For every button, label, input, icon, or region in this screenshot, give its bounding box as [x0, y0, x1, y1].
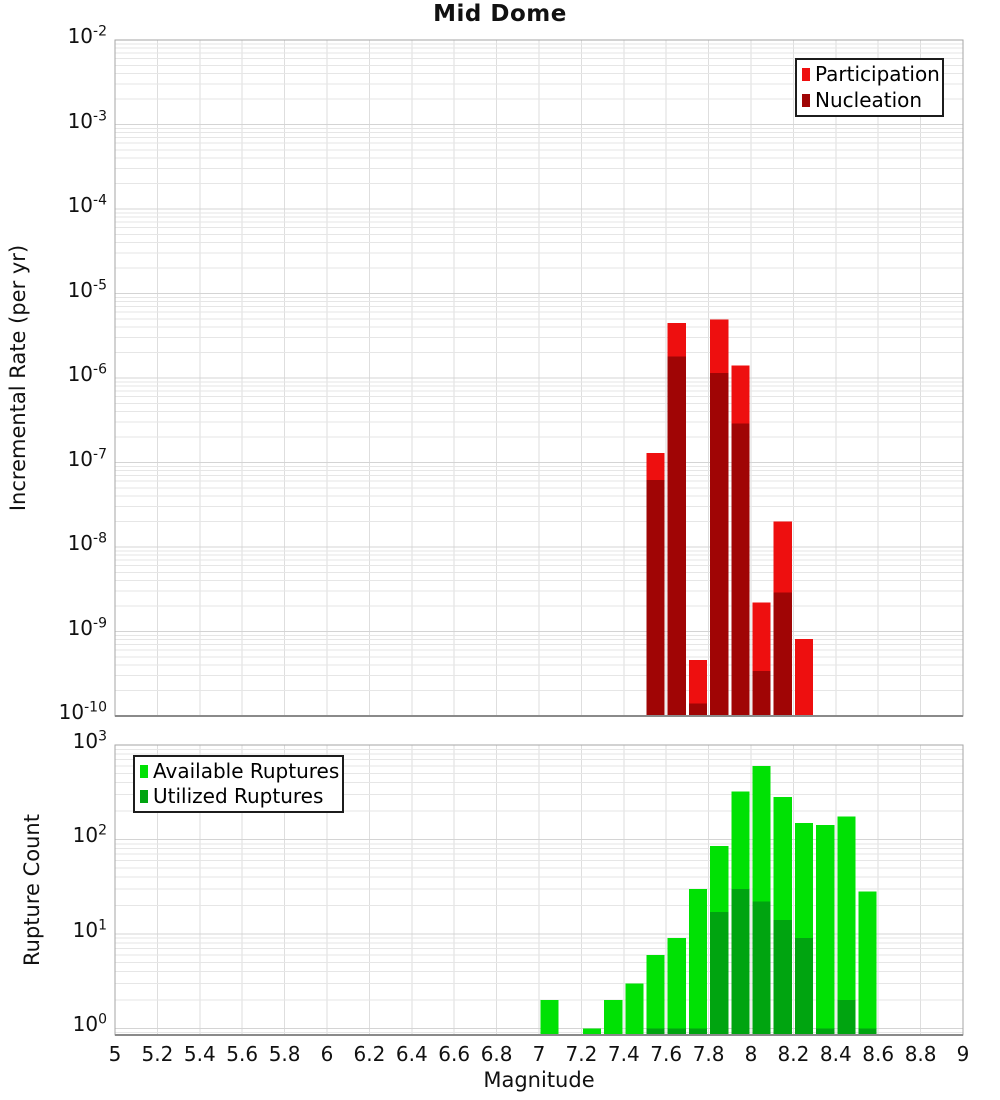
available-bar: [689, 889, 707, 1035]
x-tick-label: 6.4: [395, 1042, 428, 1066]
legend-entry-utilized: [140, 784, 336, 809]
nucleation-bar: [647, 480, 665, 716]
available-bar: [625, 983, 643, 1035]
available-ruptures-legend-label: Available Ruptures: [153, 759, 340, 783]
x-tick-label: 6.8: [480, 1042, 513, 1066]
x-tick-label: 7.4: [607, 1042, 640, 1066]
x-tick-label: 9: [956, 1042, 970, 1066]
nucleation-bar: [753, 671, 771, 716]
nucleation-bar: [668, 356, 686, 716]
x-tick-label: 5.4: [183, 1042, 216, 1066]
y-tick-label: $10^{-4}$: [67, 192, 107, 217]
available-bar: [604, 1000, 622, 1035]
utilized-bar: [795, 938, 813, 1035]
nucleation-legend-label: Nucleation: [815, 87, 923, 112]
x-tick-label: 5.2: [141, 1042, 174, 1066]
legend-entry-available: [140, 759, 340, 784]
x-tick-label: 5: [108, 1042, 122, 1066]
available-bar: [668, 938, 686, 1035]
magnitude-axis-label: Magnitude: [483, 1068, 595, 1092]
y-tick-label: $10^{-7}$: [67, 445, 107, 471]
utilized-bar: [710, 912, 728, 1035]
x-tick-label: 7.6: [650, 1042, 683, 1066]
available-bar: [647, 955, 665, 1035]
available-bar: [541, 1000, 559, 1035]
utilized-bar: [837, 1000, 855, 1035]
utilized-bar: [774, 920, 792, 1035]
nucleation-swatch-icon: [802, 94, 810, 107]
y-tick-label: $10^0$: [72, 1011, 107, 1037]
y-tick-label: $10^{-3}$: [67, 107, 107, 133]
participation-bar: [795, 639, 813, 716]
x-tick-label: 8.4: [819, 1042, 852, 1066]
nucleation-bar: [731, 423, 749, 716]
utilized-bar: [816, 1028, 834, 1035]
x-tick-label: 7.8: [692, 1042, 725, 1066]
utilized-ruptures-legend-label: Utilized Ruptures: [153, 784, 324, 808]
utilized-bar: [668, 1028, 686, 1035]
y-tick-label: $10^{-10}$: [58, 699, 107, 724]
x-tick-label: 7.2: [565, 1042, 598, 1066]
y-tick-label: $10^{-6}$: [67, 361, 107, 386]
utilized-bar: [647, 1028, 665, 1035]
x-tick-label: 7: [532, 1042, 546, 1066]
x-tick-label: 8.2: [777, 1042, 810, 1066]
y-tick-label: $10^{-5}$: [67, 276, 107, 302]
available-bar: [583, 1028, 601, 1035]
x-tick-label: 6.2: [353, 1042, 386, 1066]
utilized-bar: [689, 1028, 707, 1035]
utilized-bar: [753, 902, 771, 1036]
available-bar: [816, 825, 834, 1035]
x-tick-label: 6: [320, 1042, 334, 1066]
x-tick-label: 8: [744, 1042, 758, 1066]
rate-axis-label: Incremental Rate (per yr): [6, 244, 30, 512]
nucleation-bar: [710, 373, 728, 716]
y-tick-label: $10^3$: [72, 728, 107, 753]
count-axis-label: Rupture Count: [20, 814, 44, 966]
available-ruptures-swatch-icon: [140, 765, 148, 778]
nucleation-bar: [774, 592, 792, 716]
rate-legend: [795, 58, 944, 117]
utilized-bar: [859, 1028, 877, 1035]
chart-title: Mid Dome: [433, 1, 567, 27]
x-tick-label: 8.8: [904, 1042, 937, 1066]
count-legend: [133, 755, 344, 813]
participation-swatch-icon: [802, 68, 810, 81]
y-tick-label: $10^{-2}$: [67, 23, 107, 48]
nucleation-bar: [689, 704, 707, 716]
x-tick-label: 5.6: [226, 1042, 259, 1066]
y-tick-label: $10^2$: [72, 822, 107, 848]
y-tick-label: $10^{-9}$: [67, 614, 107, 640]
x-tick-label: 8.6: [862, 1042, 895, 1066]
legend-entry-participation: [802, 62, 940, 87]
y-tick-label: $10^{-8}$: [67, 530, 107, 555]
utilized-bar: [731, 889, 749, 1035]
y-tick-label: $10^1$: [72, 917, 107, 942]
legend-entry-nucleation: [802, 88, 936, 113]
x-tick-label: 5.8: [268, 1042, 301, 1066]
x-tick-label: 6.6: [438, 1042, 471, 1066]
utilized-ruptures-swatch-icon: [140, 790, 148, 803]
available-bar: [859, 892, 877, 1035]
participation-legend-label: Participation: [815, 62, 940, 87]
